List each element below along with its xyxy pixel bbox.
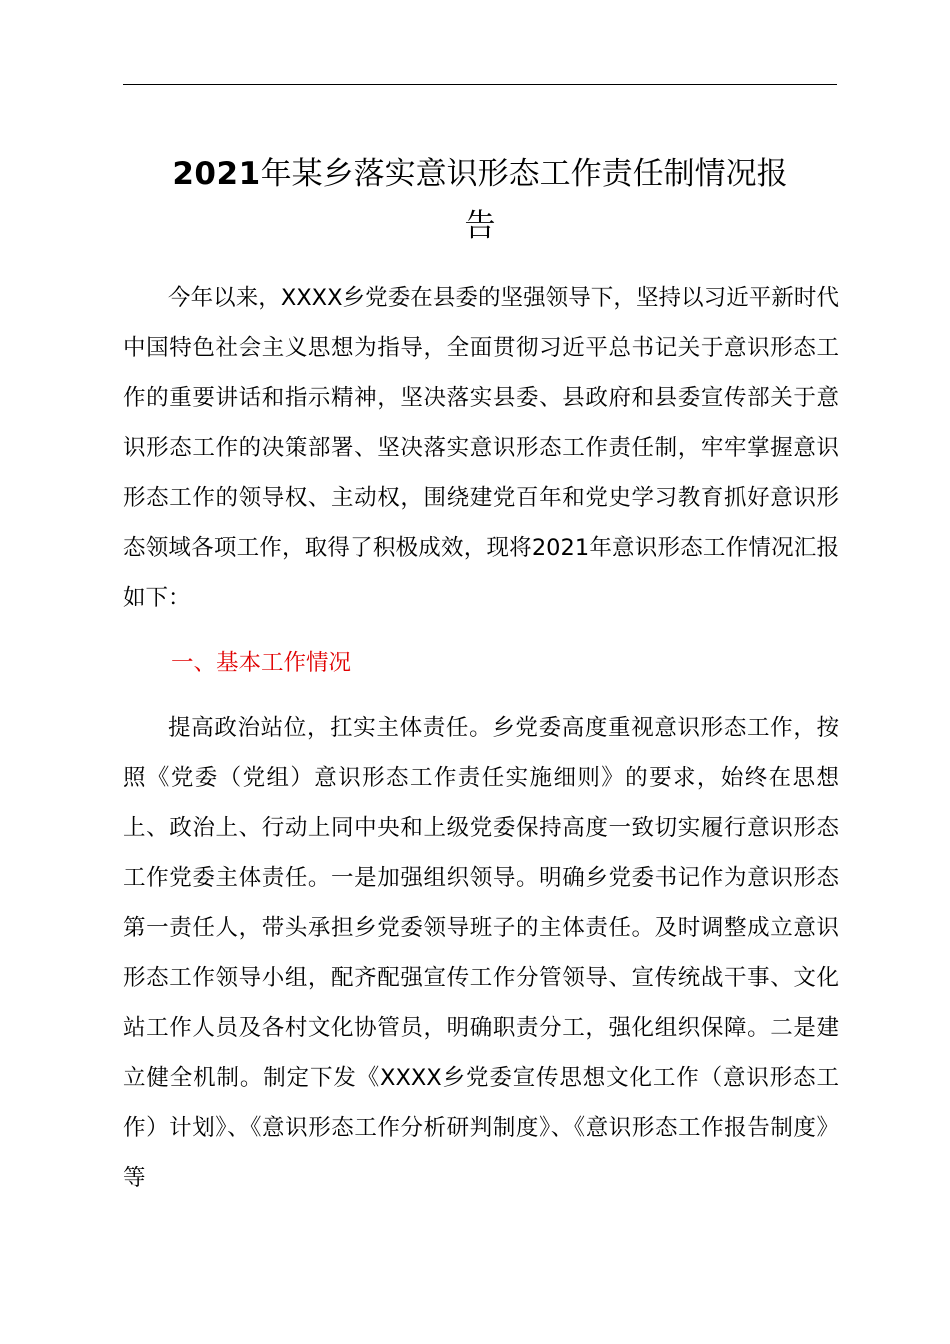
title-line-1 bbox=[110, 148, 850, 200]
intro-paragraph: 今年以来，XXXX乡党委在县委的坚强领导下，坚持以习近平新时代中国特色社会主义思想为指导，全面贯彻习近平总书记关于意识形态工作的重要讲话和指示精神，坚决落实县委、县政府和县委宣传部关于意识形态工作的决策部署、坚决落实意识形态工作责任制，牢牢掌握意识形态工作的领导权、主动权，围绕建党百年和党史学习教育抓好意识形态领域各项工作，取得了积极成效，现将2021年意识形态工作情况汇报如下： bbox=[123, 285, 839, 611]
title-text: 年某乡落实意识形态工作责任制情况报 bbox=[260, 156, 788, 192]
header-rule bbox=[123, 84, 837, 85]
section-1-paragraph: 提高政治站位，扛实主体责任。乡党委高度重视意识形态工作，按照《党委（党组）意识形态工作责任实施细则》的要求，始终在思想上、政治上、行动上同中央和上级党委保持高度一致切实履行意识形态工作党委主体责任。一是加强组织领导。明确乡党委书记作为意识形态第一责任人，带头承担乡党委领导班子的主体责任。及时调整成立意识形态工作领导小组，配齐配强宣传工作分管领导、宣传统战干事、文化站工作人员及各村文化协管员，明确职责分工，强化组织保障。二是建立健全机制。制定下发《XXXX乡党委宣传思想文化工作（意识形态工作）计划》、《意识形态工作分析研判制度》、《意识形态工作报告制度》等 bbox=[123, 715, 839, 1191]
title-line-2: 告 bbox=[464, 208, 496, 244]
document-title bbox=[110, 148, 850, 252]
title-year: 2021 bbox=[172, 156, 261, 192]
section-heading-basic-work: 一、基本工作情况 bbox=[171, 650, 352, 676]
